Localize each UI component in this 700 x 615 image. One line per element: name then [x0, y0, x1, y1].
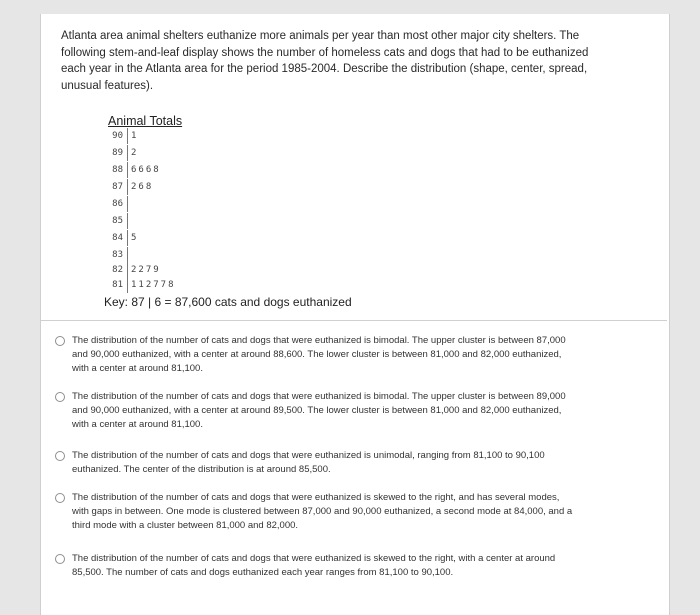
stem: 88: [112, 165, 123, 175]
stem-leaf-row: [104, 262, 161, 278]
stem: 87: [112, 182, 123, 192]
radio-button[interactable]: [55, 451, 65, 461]
answer-option[interactable]: [55, 449, 575, 477]
leaves: 112778: [131, 280, 176, 290]
stem-leaf-row: [104, 213, 131, 229]
answer-option[interactable]: [55, 390, 575, 432]
stem: 83: [112, 250, 123, 260]
leaves: 6668: [131, 165, 161, 175]
option-text: The distribution of the number of cats and dogs that were euthanized is unimodal, ranging from 81,100 to 90,100 euthanized. The center of the distribution is at around 85,500.: [72, 450, 545, 475]
leaves: 2: [131, 148, 139, 158]
radio-button[interactable]: [55, 554, 65, 564]
stem-divider: [127, 247, 128, 263]
option-text: The distribution of the number of cats and dogs that were euthanized is skewed to the right, and has several modes, with gaps in between. One mode is clustered between 87,000 and 90,000 euthanized, a second mode at 84,000, and a third mode with a cluster between 81,000 and 82,000.: [72, 492, 573, 531]
stem: 86: [112, 199, 123, 209]
stem: 84: [112, 233, 123, 243]
stem-leaf-row: [104, 230, 138, 246]
question-text: Atlanta area animal shelters euthanize more animals per year than most other major city shelters. The following stem-and-leaf display shows the number of homeless cats and dogs that had to be euthanized each year in the Atlanta area for the period 1985-2004. Describe the distribution (shape, center, spread, unusual features).: [61, 30, 589, 92]
stem: 89: [112, 148, 123, 158]
answer-option[interactable]: [55, 491, 575, 533]
stem: 81: [112, 280, 123, 290]
stem-leaf-row: [104, 196, 131, 212]
radio-button[interactable]: [55, 493, 65, 503]
leaves: 2279: [131, 265, 161, 275]
stem-leaf-title: Animal Totals: [108, 114, 183, 128]
stem: 82: [112, 265, 123, 275]
stem: 85: [112, 216, 123, 226]
section-divider: [41, 320, 667, 321]
stem-leaf-row: [104, 145, 138, 161]
option-text: The distribution of the number of cats and dogs that were euthanized is bimodal. The upper cluster is between 89,000 and 90,000 euthanized, with a center at around 89,500. The lower cluster is between 81,000 and 82,000 euthanized, with a center at around 81,100.: [72, 391, 566, 430]
answer-option[interactable]: [55, 552, 575, 580]
radio-button[interactable]: [55, 392, 65, 402]
radio-button[interactable]: [55, 336, 65, 346]
stem: 90: [112, 131, 123, 141]
leaves: 268: [131, 182, 154, 192]
stem-leaf-row: [104, 247, 131, 263]
option-text: The distribution of the number of cats and dogs that were euthanized is bimodal. The upper cluster is between 87,000 and 90,000 euthanized, with a center at around 88,600. The lower cluster is between 81,000 and 82,000 euthanized, with a center at around 81,100.: [72, 335, 566, 374]
stem-divider: [127, 213, 128, 229]
leaves: 1: [131, 131, 139, 141]
answer-option[interactable]: [55, 334, 575, 376]
stem-leaf-row: [104, 277, 176, 293]
stem-divider: [127, 196, 128, 212]
stem-leaf-row: [104, 128, 138, 144]
stem-leaf-key: Key: 87 | 6 = 87,600 cats and dogs euthanized: [104, 295, 352, 309]
stem-leaf-row: [104, 162, 161, 178]
stem-leaf-row: [104, 179, 153, 195]
option-text: The distribution of the number of cats and dogs that were euthanized is skewed to the right, with a center at around 85,500. The number of cats and dogs euthanized each year ranges from 81,100 to 90,100.: [72, 553, 556, 578]
leaves: 5: [131, 233, 139, 243]
